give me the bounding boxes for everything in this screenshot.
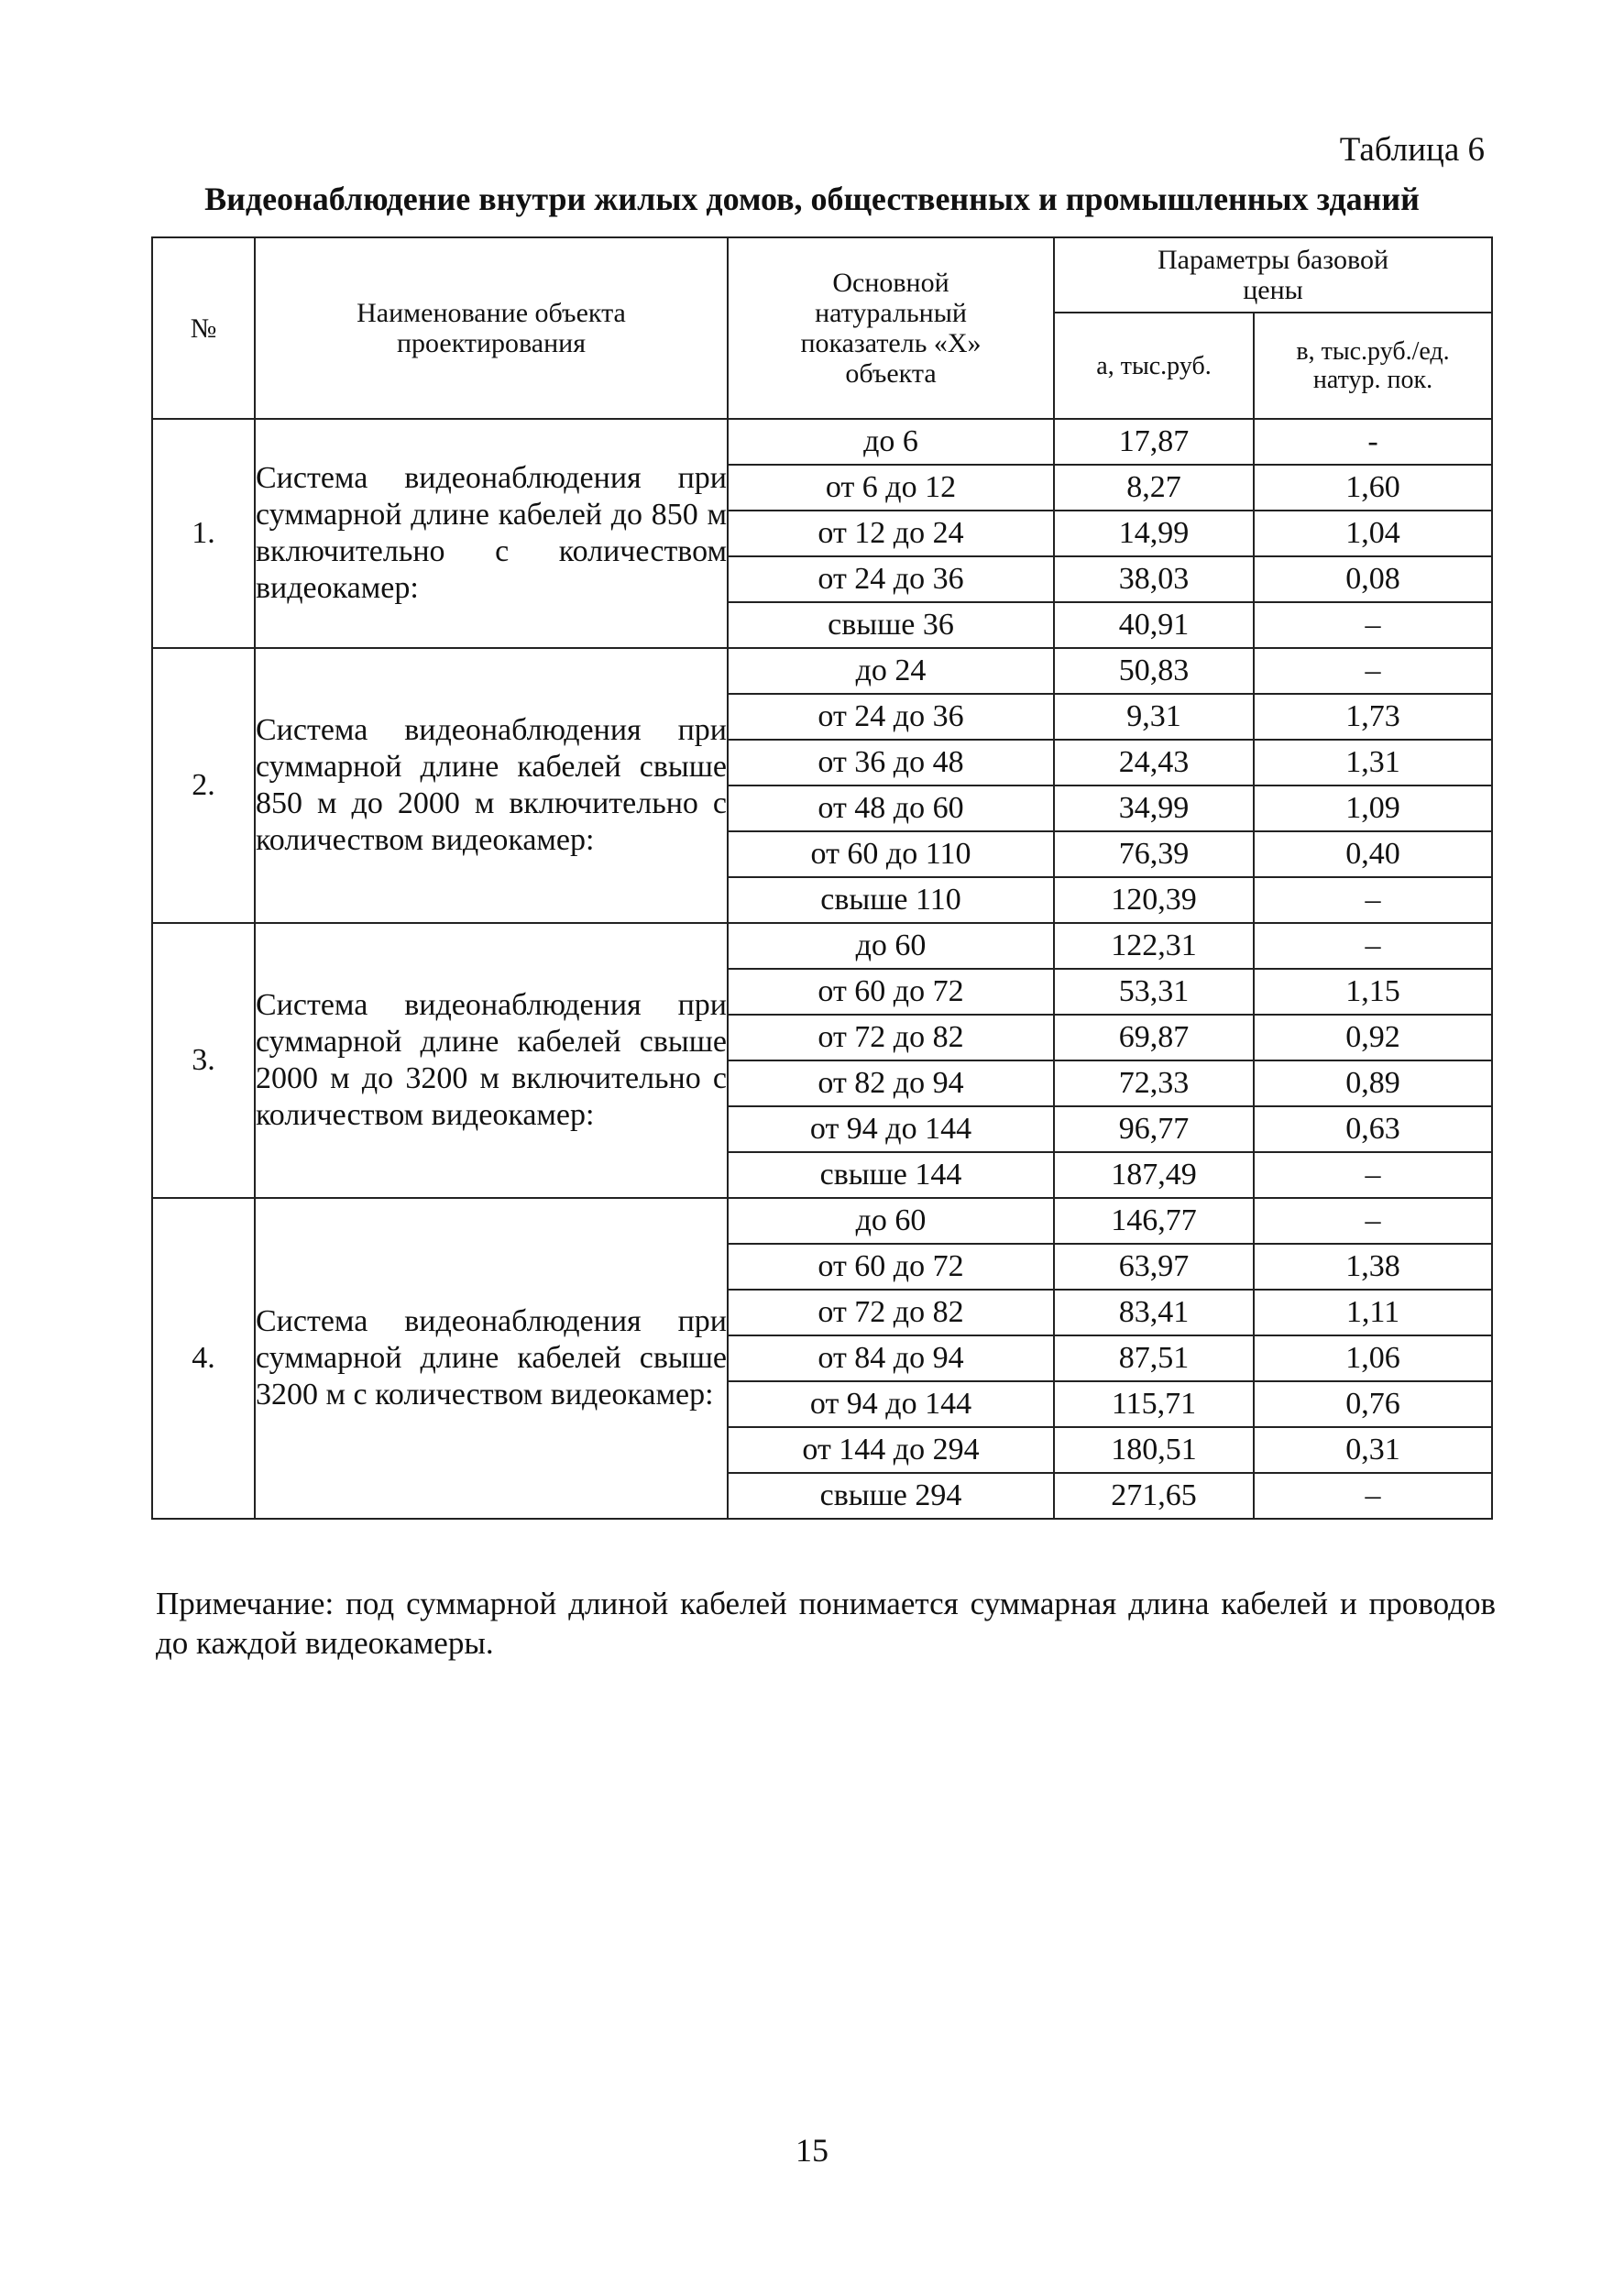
price-b-cell: – (1254, 1152, 1492, 1198)
indicator-cell: от 84 до 94 (728, 1335, 1054, 1381)
price-a-cell: 187,49 (1054, 1152, 1254, 1198)
object-name: Система видеонаблюдения при суммарной длине кабелей свыше 850 м до 2000 м включительно с количеством видеокамер: (255, 648, 728, 923)
price-b-cell: 0,31 (1254, 1427, 1492, 1473)
price-a-cell: 76,39 (1054, 831, 1254, 877)
price-b-cell: – (1254, 602, 1492, 648)
table-row (152, 648, 1492, 694)
price-b-cell: 0,08 (1254, 556, 1492, 602)
price-a-cell: 72,33 (1054, 1060, 1254, 1106)
price-b-cell: – (1254, 877, 1492, 923)
indicator-cell: от 72 до 82 (728, 1290, 1054, 1335)
price-b-cell: – (1254, 1473, 1492, 1519)
indicator-cell: до 6 (728, 419, 1054, 465)
price-b-cell: – (1254, 1198, 1492, 1244)
price-a-cell: 96,77 (1054, 1106, 1254, 1152)
price-b-cell: 1,73 (1254, 694, 1492, 740)
table-title: Видеонаблюдение внутри жилых домов, общественных и промышленных зданий (204, 181, 1420, 217)
indicator-cell: от 36 до 48 (728, 740, 1054, 785)
price-b-cell: 1,15 (1254, 969, 1492, 1015)
row-number: 2. (152, 648, 255, 923)
indicator-cell: от 94 до 144 (728, 1106, 1054, 1152)
indicator-cell: свыше 144 (728, 1152, 1054, 1198)
header-b: в, тыс.руб./ед. натур. пок. (1254, 313, 1492, 419)
indicator-cell: до 60 (728, 1198, 1054, 1244)
object-name: Система видеонаблюдения при суммарной длине кабелей свыше 3200 м с количеством видеокамер: (255, 1198, 728, 1519)
price-a-cell: 14,99 (1054, 511, 1254, 556)
row-number: 1. (152, 419, 255, 648)
price-a-cell: 146,77 (1054, 1198, 1254, 1244)
price-a-cell: 63,97 (1054, 1244, 1254, 1290)
price-a-cell: 115,71 (1054, 1381, 1254, 1427)
price-b-cell: – (1254, 923, 1492, 969)
indicator-cell: от 82 до 94 (728, 1060, 1054, 1106)
table-row (152, 1198, 1492, 1244)
price-a-cell: 69,87 (1054, 1015, 1254, 1060)
indicator-cell: свыше 36 (728, 602, 1054, 648)
price-b-cell: 0,63 (1254, 1106, 1492, 1152)
header-a: а, тыс.руб. (1054, 313, 1254, 419)
price-a-cell: 83,41 (1054, 1290, 1254, 1335)
table-caption: Таблица 6 (1339, 131, 1485, 169)
indicator-cell: свыше 110 (728, 877, 1054, 923)
object-name: Система видеонаблюдения при суммарной длине кабелей свыше 2000 м до 3200 м включительно с количеством видеокамер: (255, 923, 728, 1198)
object-name: Система видеонаблюдения при суммарной длине кабелей до 850 м включительно с количеством видеокамер: (255, 419, 728, 648)
footnote: Примечание: под суммарной длиной кабелей понимается суммарная длина кабелей и проводов до каждой видеокамеры. (156, 1586, 1496, 1661)
indicator-cell: свыше 294 (728, 1473, 1054, 1519)
indicator-cell: от 24 до 36 (728, 556, 1054, 602)
header-indicator: Основной натуральный показатель «X» объекта (728, 237, 1054, 419)
header-num: № (152, 237, 255, 419)
table-row (152, 419, 1492, 465)
indicator-cell: от 72 до 82 (728, 1015, 1054, 1060)
price-b-cell: 1,11 (1254, 1290, 1492, 1335)
header-params: Параметры базовой цены (1054, 237, 1492, 313)
price-a-cell: 17,87 (1054, 419, 1254, 465)
price-a-cell: 120,39 (1054, 877, 1254, 923)
indicator-cell: от 60 до 110 (728, 831, 1054, 877)
price-a-cell: 40,91 (1054, 602, 1254, 648)
price-a-cell: 9,31 (1054, 694, 1254, 740)
price-b-cell: 0,40 (1254, 831, 1492, 877)
price-b-cell: 0,76 (1254, 1381, 1492, 1427)
indicator-cell: от 24 до 36 (728, 694, 1054, 740)
price-a-cell: 122,31 (1054, 923, 1254, 969)
indicator-cell: от 48 до 60 (728, 785, 1054, 831)
price-a-cell: 53,31 (1054, 969, 1254, 1015)
price-b-cell: 1,06 (1254, 1335, 1492, 1381)
price-b-cell: 1,38 (1254, 1244, 1492, 1290)
table-row (152, 923, 1492, 969)
price-b-cell: 1,04 (1254, 511, 1492, 556)
price-b-cell: – (1254, 648, 1492, 694)
page-number: 15 (796, 2132, 828, 2169)
price-a-cell: 87,51 (1054, 1335, 1254, 1381)
price-a-cell: 38,03 (1054, 556, 1254, 602)
price-a-cell: 271,65 (1054, 1473, 1254, 1519)
row-number: 4. (152, 1198, 255, 1519)
row-number: 3. (152, 923, 255, 1198)
indicator-cell: от 6 до 12 (728, 465, 1054, 511)
price-table (151, 236, 1493, 1520)
indicator-cell: от 94 до 144 (728, 1381, 1054, 1427)
price-a-cell: 34,99 (1054, 785, 1254, 831)
table-body (152, 419, 1492, 1519)
price-a-cell: 180,51 (1054, 1427, 1254, 1473)
indicator-cell: до 60 (728, 923, 1054, 969)
price-b-cell: - (1254, 419, 1492, 465)
indicator-cell: от 144 до 294 (728, 1427, 1054, 1473)
price-a-cell: 8,27 (1054, 465, 1254, 511)
price-b-cell: 1,60 (1254, 465, 1492, 511)
indicator-cell: до 24 (728, 648, 1054, 694)
indicator-cell: от 60 до 72 (728, 969, 1054, 1015)
table-header (152, 237, 1492, 419)
price-b-cell: 1,31 (1254, 740, 1492, 785)
header-name: Наименование объекта проектирования (255, 237, 728, 419)
price-b-cell: 0,89 (1254, 1060, 1492, 1106)
price-b-cell: 0,92 (1254, 1015, 1492, 1060)
price-a-cell: 50,83 (1054, 648, 1254, 694)
price-a-cell: 24,43 (1054, 740, 1254, 785)
price-b-cell: 1,09 (1254, 785, 1492, 831)
indicator-cell: от 12 до 24 (728, 511, 1054, 556)
indicator-cell: от 60 до 72 (728, 1244, 1054, 1290)
